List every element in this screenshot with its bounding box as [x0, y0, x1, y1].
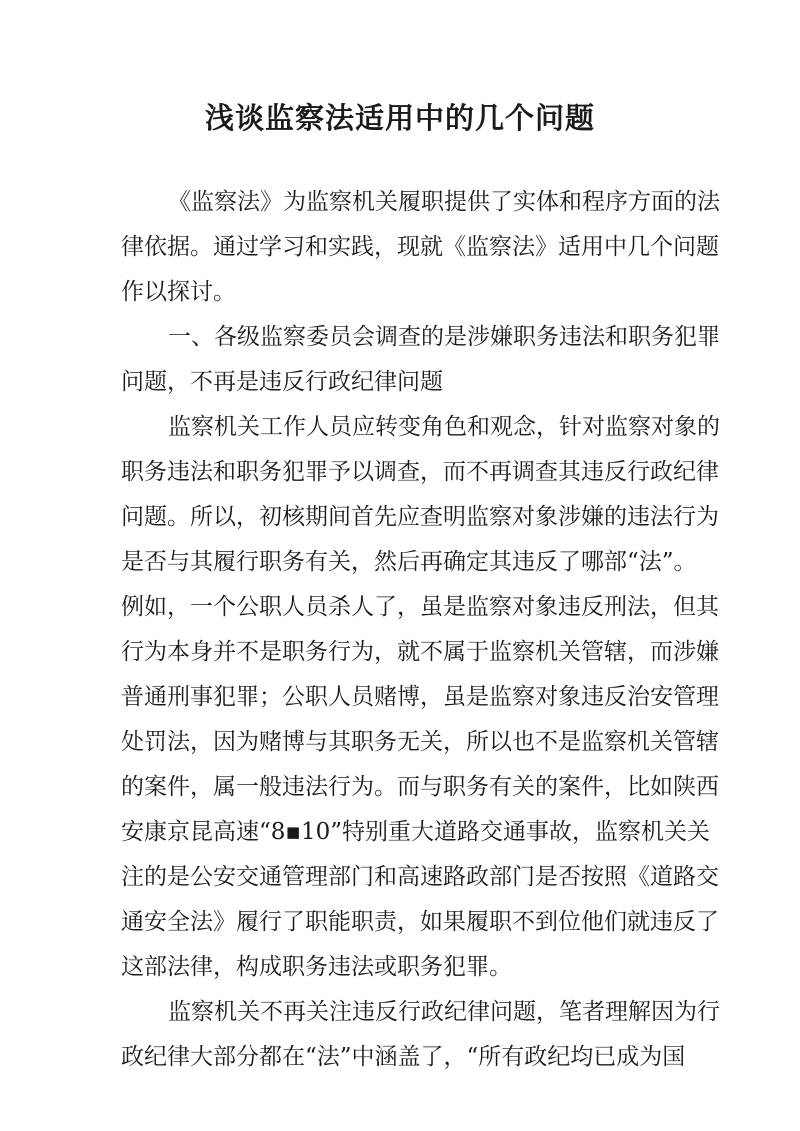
- document-title: 浅谈监察法适用中的几个问题: [204, 101, 595, 135]
- section-heading-line-2: 问题，不再是违反行政纪律问题: [121, 369, 443, 395]
- paragraph-2-line-3: 问题。所以，初核期间首先应查明监察对象涉嫌的违法行为: [121, 504, 719, 530]
- paragraph-3-line-2: 政纪律大部分都在“法”中涵盖了，“所有政纪均已成为国: [121, 1044, 686, 1070]
- paragraph-1-line-3: 作以探讨。: [121, 279, 236, 305]
- paragraph-2-line-13: 这部法律，构成职务违法或职务犯罪。: [121, 954, 512, 980]
- paragraph-2-line-4: 是否与其履行职务有关，然后再确定其违反了哪部“法”。: [121, 549, 697, 575]
- paragraph-2-line-10: 安康京昆高速“8▪10”特别重大道路交通事故，监察机关关: [121, 819, 711, 845]
- paragraph-1-line-1: 《监察法》为监察机关履职提供了实体和程序方面的法: [168, 189, 720, 215]
- paragraph-1-line-2: 律依据。通过学习和实践，现就《监察法》适用中几个问题: [121, 234, 719, 260]
- paragraph-2-line-2: 职务违法和职务犯罪予以调查，而不再调查其违反行政纪律: [121, 459, 719, 485]
- paragraph-2-line-6: 行为本身并不是职务行为，就不属于监察机关管辖，而涉嫌: [121, 639, 719, 665]
- section-heading-line-1: 一、各级监察委员会调查的是涉嫌职务违法和职务犯罪: [168, 324, 720, 350]
- paragraph-2-line-11: 注的是公安交通管理部门和高速路政部门是否按照《道路交: [121, 864, 719, 890]
- paragraph-2-line-8: 处罚法，因为赌博与其职务无关，所以也不是监察机关管辖: [121, 729, 719, 755]
- paragraph-2-line-12: 通安全法》履行了职能职责，如果履职不到位他们就违反了: [121, 909, 719, 935]
- paragraph-2-line-5: 例如，一个公职人员杀人了，虽是监察对象违反刑法，但其: [121, 594, 719, 620]
- paragraph-3-line-1: 监察机关不再关注违反行政纪律问题，笔者理解因为行: [168, 999, 720, 1025]
- paragraph-2-line-9: 的案件，属一般违法行为。而与职务有关的案件，比如陕西: [121, 774, 719, 800]
- paragraph-2-line-7: 普通刑事犯罪；公职人员赌博，虽是监察对象违反治安管理: [121, 684, 719, 710]
- paragraph-2-line-1: 监察机关工作人员应转变角色和观念，针对监察对象的: [168, 414, 720, 440]
